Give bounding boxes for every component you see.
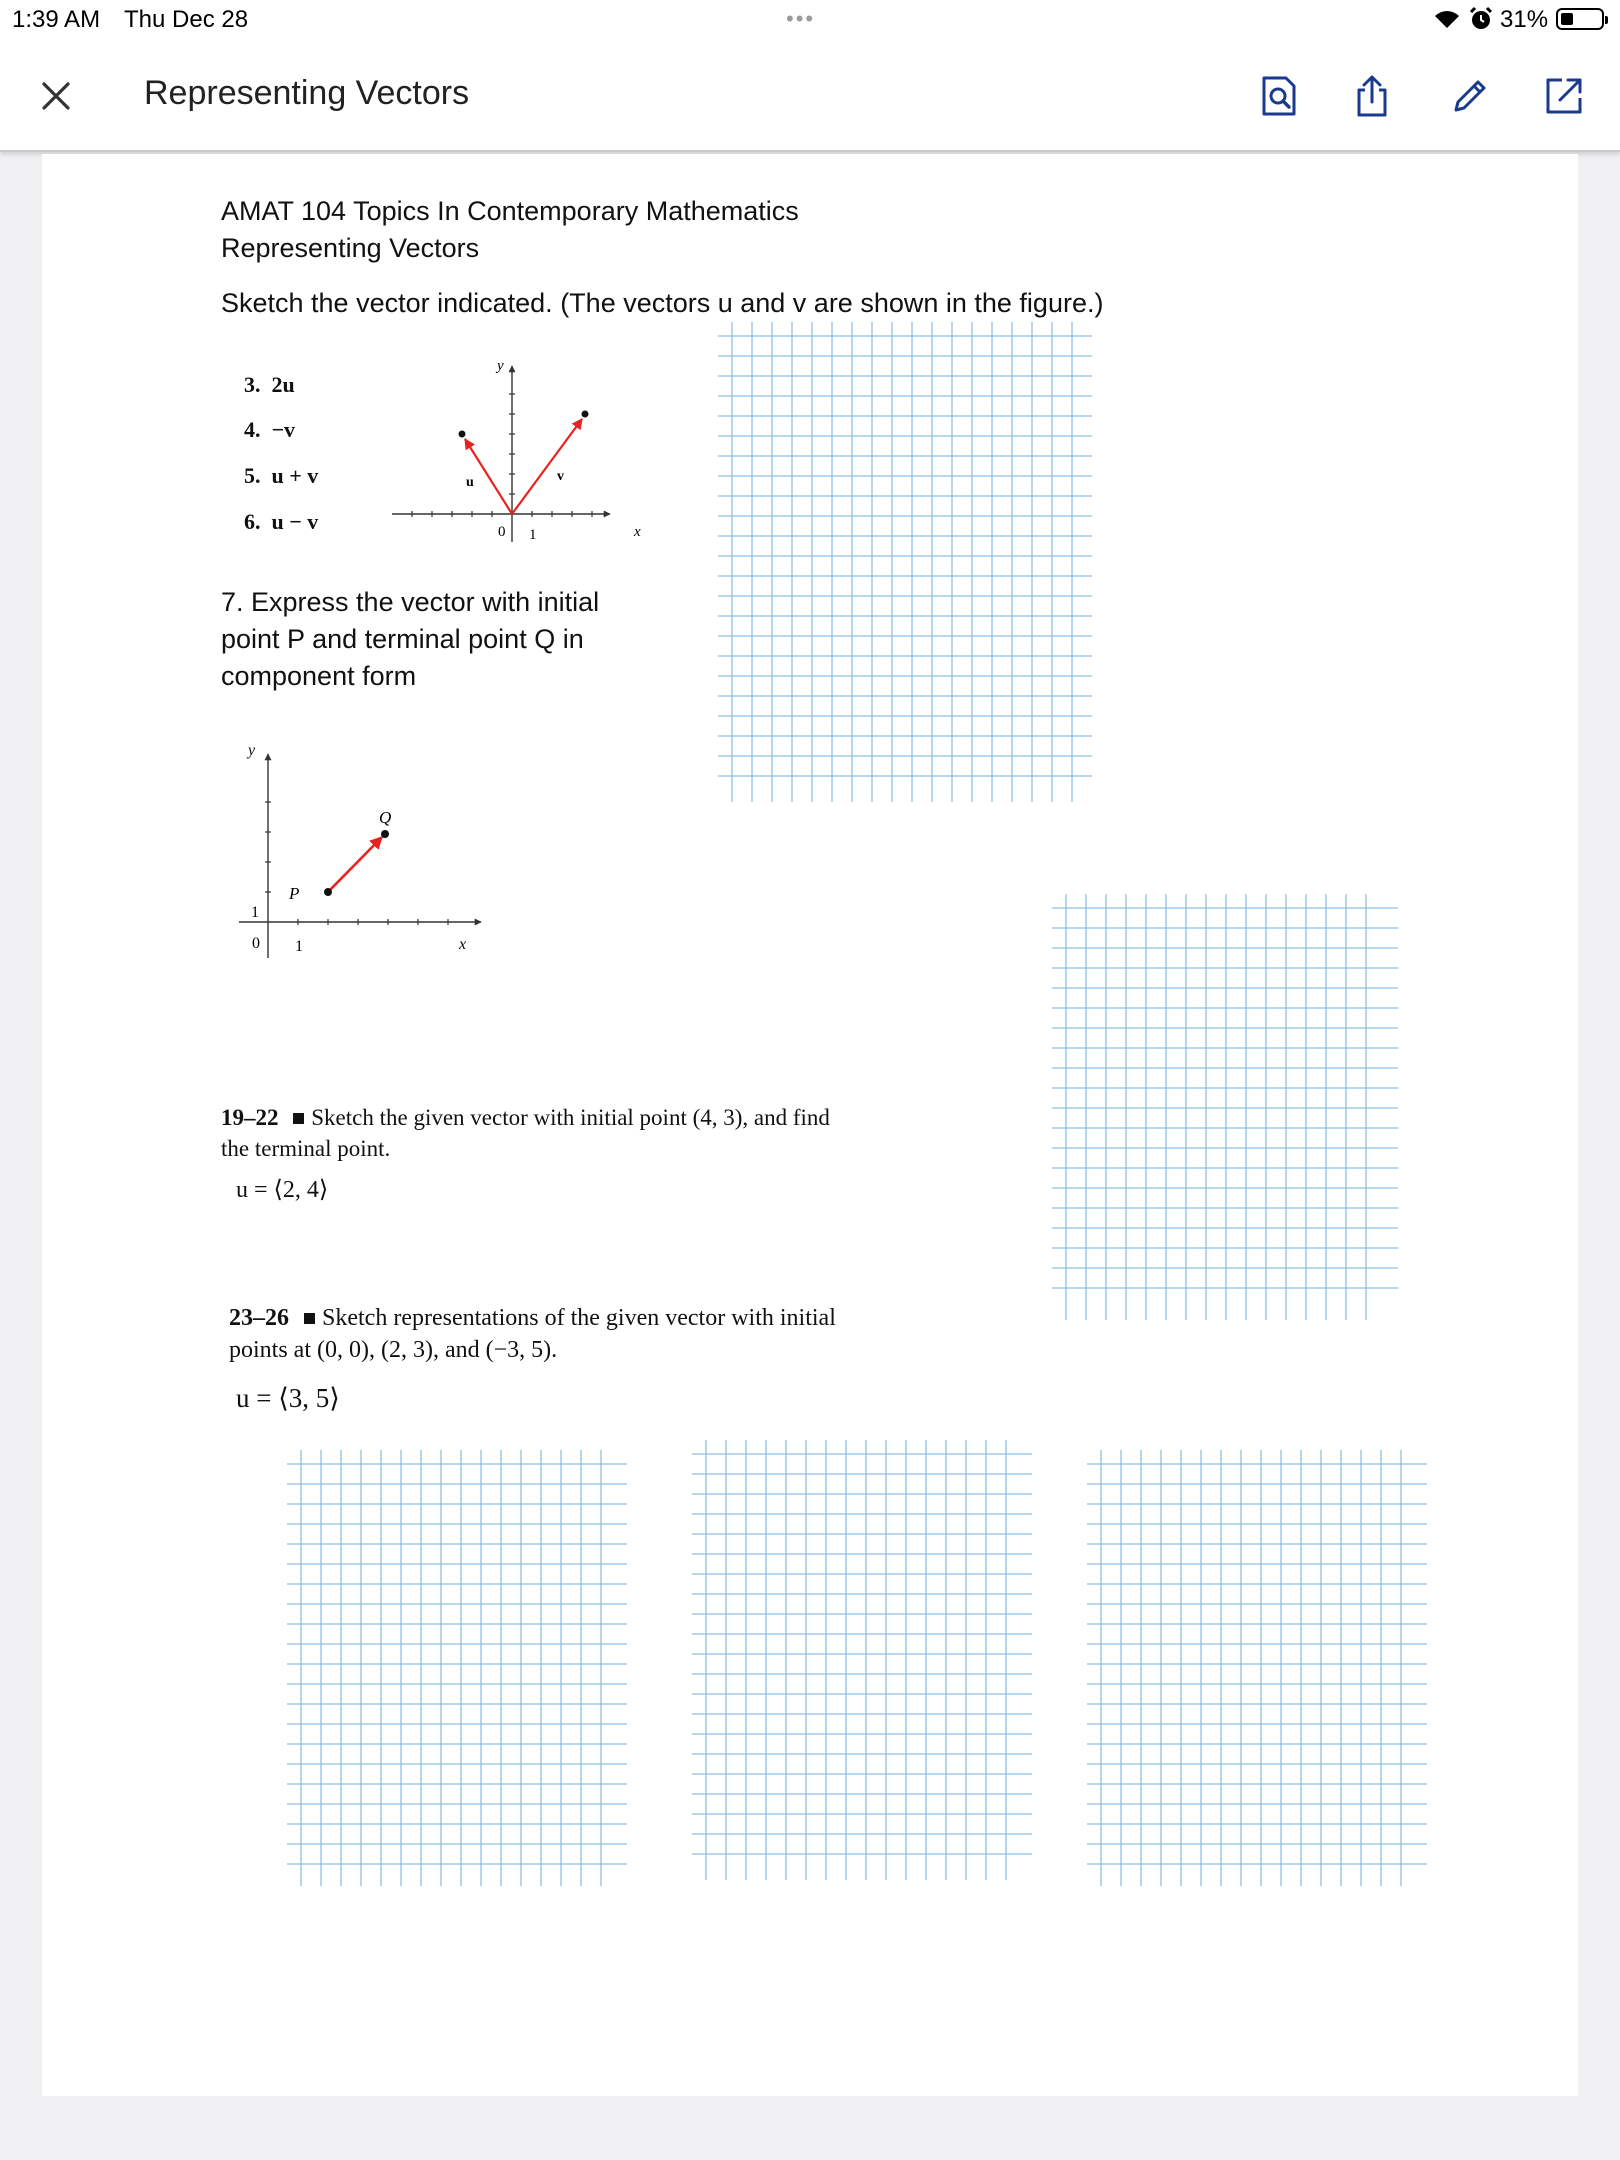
- graph-paper-grid[interactable]: [287, 1450, 627, 1886]
- pq-figure: [237, 738, 497, 978]
- open-external-icon[interactable]: [1542, 74, 1586, 118]
- status-bar: [0, 0, 1620, 40]
- svg-text:Q: Q: [379, 808, 392, 827]
- problem-3: 3. 2u: [244, 372, 295, 397]
- search-in-document-icon[interactable]: [1256, 74, 1300, 118]
- uv-figure: [392, 350, 662, 550]
- graph-paper-grid[interactable]: [1052, 894, 1398, 1320]
- battery-percent: 31%: [1500, 6, 1549, 33]
- problem-6: 6. u − v: [244, 509, 319, 534]
- alarm-icon: [1468, 6, 1494, 32]
- pq-figure-y-label: y: [248, 742, 256, 759]
- edit-pencil-icon[interactable]: [1448, 74, 1492, 118]
- svg-text:0: 0: [498, 524, 506, 540]
- close-icon[interactable]: [36, 76, 76, 116]
- battery-icon: [1556, 8, 1604, 30]
- wifi-icon: [1432, 6, 1462, 30]
- document-title: Representing Vectors: [144, 74, 470, 112]
- svg-text:1: 1: [295, 938, 303, 955]
- problem-4: 4. −v: [244, 417, 296, 442]
- document-subtitle: Representing Vectors: [221, 233, 480, 263]
- svg-text:0: 0: [252, 935, 260, 952]
- svg-text:v: v: [557, 469, 564, 484]
- svg-text:1: 1: [251, 904, 259, 921]
- svg-text:y: y: [497, 358, 504, 374]
- svg-text:P: P: [289, 884, 300, 903]
- problem-7-text: 7. Express the vector with initial point P and terminal point Q in component form: [221, 587, 600, 691]
- svg-text:u: u: [466, 475, 474, 490]
- problem-19-22-vector: u = ⟨2, 4⟩: [236, 1177, 329, 1203]
- problem-5: 5. u + v: [244, 463, 319, 488]
- course-title: AMAT 104 Topics In Contemporary Mathematics: [221, 196, 799, 226]
- svg-text:x: x: [459, 936, 467, 953]
- graph-paper-grid[interactable]: [1087, 1450, 1427, 1886]
- multitasking-dots[interactable]: •••: [786, 6, 816, 31]
- share-icon[interactable]: [1350, 74, 1394, 118]
- problem-23-26-text: 23–26 Sketch representations of the given vector with initial points at (0, 0), (2, 3), and (−3, 5).: [229, 1305, 836, 1363]
- problem-23-26-vector: u = ⟨3, 5⟩: [236, 1383, 340, 1413]
- svg-text:1: 1: [529, 527, 537, 543]
- status-date: Thu Dec 28: [124, 6, 249, 33]
- instruction-text: Sketch the vector indicated. (The vectors u and v are shown in the figure.): [221, 288, 1104, 318]
- status-time: 1:39 AM: [12, 6, 101, 33]
- graph-paper-grid[interactable]: [718, 322, 1092, 802]
- document-page: [42, 154, 1578, 2096]
- battery-fill: [1561, 13, 1573, 25]
- document-toolbar: [0, 40, 1620, 152]
- problem-19-22-text: 19–22 Sketch the given vector with initial point (4, 3), and find the terminal point.: [221, 1105, 830, 1161]
- graph-paper-grid[interactable]: [692, 1440, 1032, 1880]
- svg-text:x: x: [634, 524, 641, 540]
